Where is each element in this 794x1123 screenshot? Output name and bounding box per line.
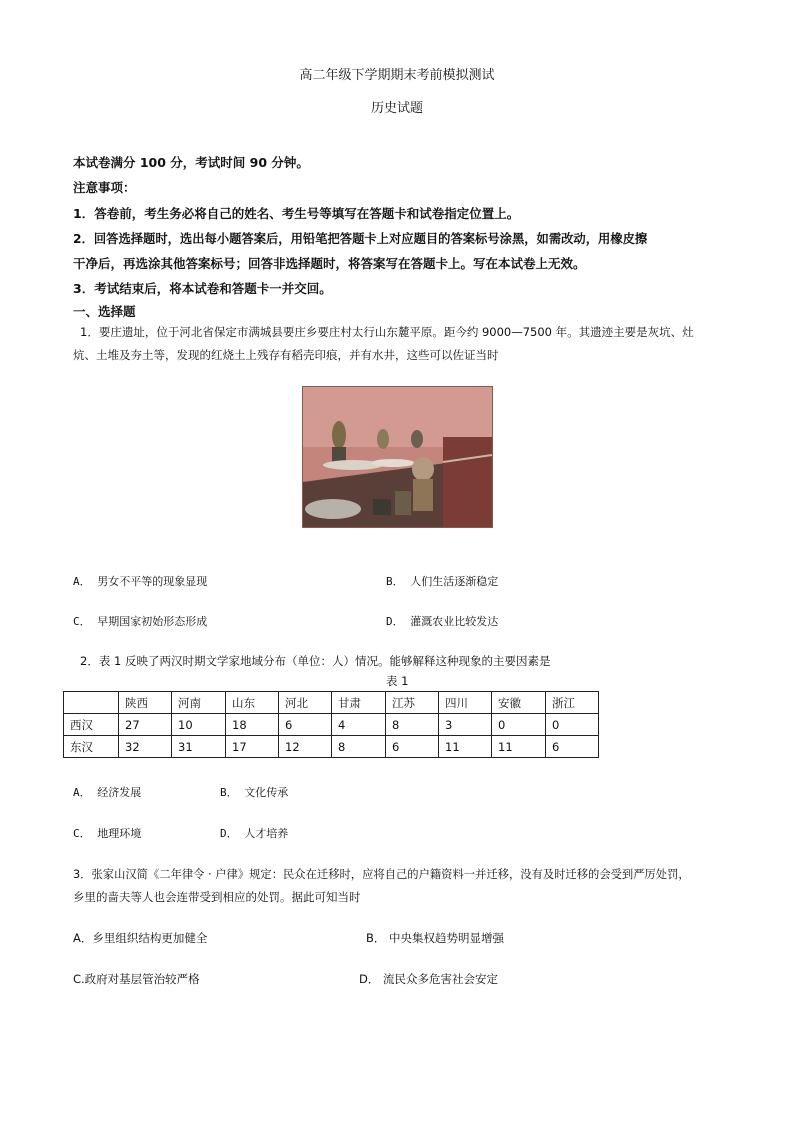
table-cell: 32 xyxy=(119,736,172,758)
page-subtitle: 历史试题 xyxy=(370,101,423,116)
table-header-cell: 四川 xyxy=(439,692,492,714)
q1-option-c: C． 早期国家初始形态形成 xyxy=(73,615,208,628)
table-header-cell: 安徽 xyxy=(492,692,546,714)
table-header-cell: 河北 xyxy=(279,692,332,714)
table-cell: 11 xyxy=(439,736,492,758)
note-item-2-line2: 干净后，再选涂其他答案标号；回答非选择题时，将答案写在答题卡上。写在本试卷上无效。 xyxy=(73,256,586,271)
page-title: 高二年级下学期期末考前模拟测试 xyxy=(299,68,495,83)
table-cell: 6 xyxy=(386,736,439,758)
q1-option-b: B． 人们生活逐渐稳定 xyxy=(386,575,499,588)
table-header-cell: 山东 xyxy=(226,692,279,714)
table-cell: 0 xyxy=(492,714,546,736)
table-cell: 0 xyxy=(546,714,599,736)
q3-option-c: C.政府对基层管治较严格 xyxy=(73,972,200,986)
data-table xyxy=(63,691,599,758)
q2-option-c: C． 地理环境 xyxy=(73,827,142,840)
table-header-cell: 河南 xyxy=(172,692,226,714)
table-header-cell: 浙江 xyxy=(546,692,599,714)
table-header-cell: 陕西 xyxy=(119,692,172,714)
notes-heading: 注意事项： xyxy=(73,180,136,195)
table-header-cell: 江苏 xyxy=(386,692,439,714)
q3-option-b: B． 中央集权趋势明显增强 xyxy=(366,931,505,945)
table-caption: 表 1 xyxy=(386,674,409,688)
table-cell: 东汉 xyxy=(64,736,119,758)
exam-info: 本试卷满分 100 分，考试时间 90 分钟。 xyxy=(73,155,309,170)
q1-stem-line2: 炕、土堆及夯土等，发现的红烧土上残存有稻壳印痕，并有水井，这些可以佐证当时 xyxy=(73,348,499,362)
table-cell: 27 xyxy=(119,714,172,736)
q2-option-a: A． 经济发展 xyxy=(73,786,142,799)
table-cell: 西汉 xyxy=(64,714,119,736)
q1-stem-line1: 1．要庄遗址，位于河北省保定市满城县要庄乡要庄村太行山东麓平原。距今约 9000—7500 年。其遗迹主要是灰坑、灶 xyxy=(80,325,694,339)
table-row xyxy=(64,736,599,758)
table-header-row xyxy=(64,692,599,714)
table-cell: 18 xyxy=(226,714,279,736)
q2-option-b: B． 文化传承 xyxy=(220,786,289,799)
q3-stem-line1: 3．张家山汉简《二年律令 · 户律》规定：民众在迁移时，应将自己的户籍资料一并迁移，没有及时迁移的会受到严厉处罚， xyxy=(73,868,690,881)
table-cell: 12 xyxy=(279,736,332,758)
table-cell: 10 xyxy=(172,714,226,736)
q2-stem: 2．表 1 反映了两汉时期文学家地域分布（单位：人）情况。能够解释这种现象的主要因素是 xyxy=(80,654,551,668)
table-cell: 11 xyxy=(492,736,546,758)
q3-stem-line2: 乡里的啬夫等人也会连带受到相应的处罚。据此可知当时 xyxy=(73,890,361,904)
table-cell: 17 xyxy=(226,736,279,758)
table-row xyxy=(64,714,599,736)
q3-option-a: A．乡里组织结构更加健全 xyxy=(73,931,208,945)
q3-option-d: D． 流民众多危害社会安定 xyxy=(359,972,499,986)
artifact-photo xyxy=(302,386,493,528)
table-cell: 8 xyxy=(386,714,439,736)
table-cell: 8 xyxy=(332,736,386,758)
table-cell: 3 xyxy=(439,714,492,736)
table-cell: 31 xyxy=(172,736,226,758)
table-header-cell: 甘肃 xyxy=(332,692,386,714)
table-cell: 4 xyxy=(332,714,386,736)
note-item-3: 3．考试结束后，将本试卷和答题卡一并交回。 xyxy=(73,281,332,296)
q2-option-d: D． 人才培养 xyxy=(220,827,289,840)
table-cell: 6 xyxy=(546,736,599,758)
table-cell: 6 xyxy=(279,714,332,736)
table-header-cell xyxy=(64,692,119,714)
q1-option-a: A． 男女不平等的现象显现 xyxy=(73,575,208,588)
note-item-2-line1: 2．回答选择题时，选出每小题答案后，用铅笔把答题卡上对应题目的答案标号涂黑，如需改动，用橡皮擦 xyxy=(73,232,648,246)
note-item-1: 1．答卷前，考生务必将自己的姓名、考生号等填写在答题卡和试卷指定位置上。 xyxy=(73,206,520,221)
q1-option-d: D． 灌溉农业比较发达 xyxy=(386,615,499,628)
section-heading: 一、选择题 xyxy=(73,304,136,319)
